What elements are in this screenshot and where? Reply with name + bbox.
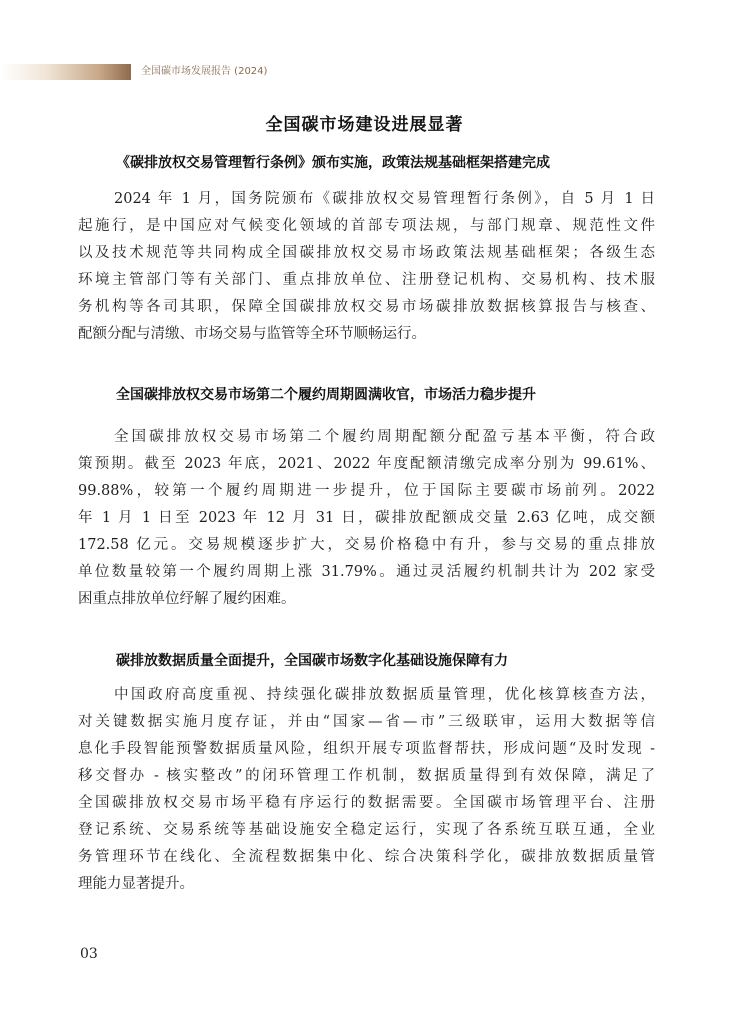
paragraph-line: 环境主管部门等有关部门、重点排放单位、注册登记机构、交易机构、技术服 (78, 272, 655, 288)
page-title: 全国碳市场建设进展显著 (265, 115, 464, 135)
running-header-title: 全国碳市场发展报告 (2024) (141, 66, 268, 77)
paragraph-line: 99.88%，较第一个履约周期进一步提升，位于国际主要碳市场前列。2022 (78, 483, 655, 499)
paragraph-line: 息化手段智能预警数据质量风险，组织开展专项监督帮扶，形成问题“及时发现 - (78, 741, 655, 757)
paragraph-line: 以及技术规范等共同构成全国碳排放权交易市场政策法规基础框架；各级生态 (78, 245, 655, 261)
paragraph-line: 配额分配与清缴、市场交易与监管等全环节顺畅运行。 (78, 326, 426, 342)
section-paragraph-1 (78, 186, 655, 348)
section-heading-2: 全国碳排放权交易市场第二个履约周期圆满收官，市场活力稳步提升 (116, 387, 536, 403)
paragraph-line: 全国碳排放权交易市场平稳有序运行的数据需要。全国碳市场管理平台、注册 (78, 795, 655, 811)
header-decoration-bar (0, 64, 131, 80)
paragraph-line: 172.58 亿元。交易规模逐步扩大，交易价格稳中有升，参与交易的重点排放 (78, 537, 655, 553)
paragraph-line: 年 1 月 1 日至 2023 年 12 月 31 日，碳排放配额成交量 2.63 亿吨，成交额 (78, 510, 655, 526)
paragraph-line: 2024 年 1 月，国务院颁布《碳排放权交易管理暂行条例》，自 5 月 1 日 (114, 191, 655, 207)
paragraph-line: 策预期。截至 2023 年底，2021、2022 年度配额清缴完成率分别为 99.61%、 (78, 456, 655, 472)
section-heading-3: 碳排放数据质量全面提升，全国碳市场数字化基础设施保障有力 (116, 653, 508, 669)
paragraph-line: 起施行，是中国应对气候变化领域的首部专项法规，与部门规章、规范性文件 (78, 218, 655, 234)
page-number: 03 (80, 946, 98, 962)
section-heading-1: 《碳排放权交易管理暂行条例》颁布实施，政策法规基础框架搭建完成 (116, 155, 550, 171)
paragraph-line: 移交督办 - 核实整改”的闭环管理工作机制，数据质量得到有效保障，满足了 (78, 768, 655, 784)
paragraph-line: 全国碳排放权交易市场第二个履约周期配额分配盈亏基本平衡，符合政 (114, 429, 655, 445)
paragraph-line: 理能力显著提升。 (78, 876, 194, 892)
paragraph-line: 中国政府高度重视、持续强化碳排放数据质量管理，优化核算核查方法， (114, 687, 655, 703)
section-paragraph-2 (78, 424, 655, 613)
paragraph-line: 对关键数据实施月度存证，并由“国家—省—市”三级联审，运用大数据等信 (78, 714, 655, 730)
paragraph-line: 务管理环节在线化、全流程数据集中化、综合决策科学化，碳排放数据质量管 (78, 849, 655, 865)
paragraph-line: 登记系统、交易系统等基础设施安全稳定运行，实现了各系统互联互通，全业 (78, 822, 655, 838)
paragraph-line: 困重点排放单位纾解了履约困难。 (78, 591, 296, 607)
paragraph-line: 单位数量较第一个履约周期上涨 31.79%。通过灵活履约机制共计为 202 家受 (78, 564, 655, 580)
paragraph-line: 务机构等各司其职，保障全国碳排放权交易市场碳排放数据核算报告与核查、 (78, 299, 655, 315)
section-paragraph-3 (78, 682, 655, 898)
